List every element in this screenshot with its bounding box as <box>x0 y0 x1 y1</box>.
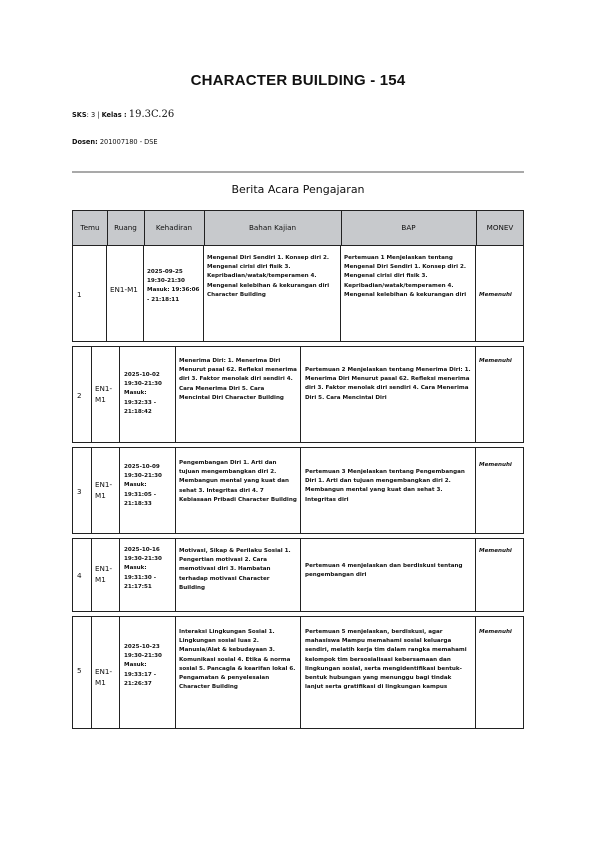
row-2-bahan: Menerima Diri: 1. Menerima Diri Menurut pasal 62. Refleksi menerima diri 3. Faktor menolak diri sendiri 4. Cara Menerima Diri 5. Cara Mencintai Diri Character Building <box>179 358 297 401</box>
row-1-monev: Memenuhi <box>479 292 512 298</box>
row-2-ruang: EN1-M1 <box>95 384 113 404</box>
row-3-temu: 3 <box>77 487 82 496</box>
header-bap: BAP <box>401 223 416 232</box>
row-3-kehadiran: 2025-10-09 19:30-21:30 Masuk: 19:31:05 - 21:18:33 <box>124 464 162 507</box>
row-2-bap: Pertemuan 2 Menjelaskan tentang Menerima Diri: 1. Menerima Diri Menurut pasal 62. Refleksi menerima diri 3. Faktor menolak diri sendiri 4. Cara Menerima Diri 5. Cara Mencintai Diri <box>305 367 471 401</box>
sks-label: SKS <box>72 111 87 119</box>
dosen-value: 201007180 - DSE <box>99 138 158 146</box>
row-1-temu: 1 <box>77 290 82 299</box>
row-1-kehadiran: 2025-09-25 19:30-21:30 Masuk: 19:36:06 - 21:18:11 <box>147 269 200 303</box>
row-1-bap: Pertemuan 1 Menjelaskan tentang Mengenal Diri Sendiri 1. Konsep diri 2. Mengenal cirisi diri fisik 3. Kepribadian/watak/temperamen 4. Mengenal kelebihan & kekurangan diri <box>344 255 467 298</box>
row-4-ruang: EN1-M1 <box>95 564 113 584</box>
row-4-temu: 4 <box>77 571 82 580</box>
table-header <box>72 210 524 246</box>
header-monev: MONEV <box>486 223 514 232</box>
row-5-kehadiran: 2025-10-23 19:30-21:30 Masuk: 19:33:17 - 21:26:37 <box>124 644 162 687</box>
row-4-bap: Pertemuan 4 menjelaskan dan berdiskusi tentang pengembangan diri <box>305 563 463 579</box>
row-1-ruang: EN1-M1 <box>110 285 138 294</box>
row-4-monev: Memenuhi <box>479 548 512 554</box>
row-5-monev: Memenuhi <box>479 629 512 635</box>
row-3-monev: Memenuhi <box>479 462 512 468</box>
row-3-bahan: Pengembangan Diri 1. Arti dan tujuan mengembangkan diri 2. Membangun mental yang kuat dan sehat 3. Integritas diri 4. 7 Kebiasaan Pribadi Character Building <box>179 460 297 503</box>
row-2-temu: 2 <box>77 391 82 400</box>
row-4-kehadiran: 2025-10-16 19:30-21:30 Masuk: 19:31:30 - 21:17:51 <box>124 547 162 590</box>
kelas-label: Kelas : <box>101 111 127 119</box>
header-kehadiran: Kehadiran <box>155 223 193 232</box>
row-3-ruang: EN1-M1 <box>95 480 113 500</box>
row-5-temu: 5 <box>77 666 82 675</box>
sks-value: 3 <box>90 111 96 119</box>
row-5-ruang: EN1-M1 <box>95 667 113 687</box>
dosen-line <box>72 138 158 146</box>
kelas-value: 19.3C.26 <box>128 109 175 120</box>
section-divider <box>72 171 524 173</box>
header-temu: Temu <box>80 223 100 232</box>
header-bahan-kajian: Bahan Kajian <box>248 223 297 232</box>
row-5-bahan: Interaksi Lingkungan Sosial 1. Lingkungan sosial luas 2. Manusia/Alat & kebudayaan 3. Komunikasi sosial 4. Etika & norma sosial 5. Pancagla & kearifan lokal 6. Pengamatan & penyelesaian Character Building <box>179 629 296 691</box>
row-5-bap: Pertemuan 5 menjelaskan, berdiskusi, agar mahasiswa Mampu memahami sosial keluarga sendiri, melatih kerja tim dalam rangka memahami kelompok tim bersosialisasi kebersamaan dan lingkungan sosial, serta mengidentifikasi bentuk-bentuk hubungan yang menunggu bagi tindak lanjut serta gratifikasi di lingkungan kampus <box>305 629 467 691</box>
document-title: CHARACTER BUILDING - 154 <box>190 72 406 89</box>
row-4-bahan: Motivasi, Sikap & Perilaku Sosial 1. Pengertian motivasi 2. Cara memotivasi diri 3. Hambatan terhadap motivasi Character Building <box>179 548 291 591</box>
row-2-kehadiran: 2025-10-02 19:30-21:30 Masuk: 19:32:33 - 21:18:42 <box>124 372 162 415</box>
row-1-bahan: Mengenal Diri Sendiri 1. Konsep diri 2. Mengenal cirisi diri fisik 3. Kepribadian/watak/temperamen 4. Mengenal kelebihan & kekurangan diri Character Building <box>207 255 330 298</box>
section-title: Berita Acara Pengajaran <box>231 183 365 196</box>
row-3-bap: Pertemuan 3 Menjelaskan tentang Pengembangan Diri 1. Arti dan tujuan mengembangkan diri 2. Membangun mental yang kuat dan sehat 3. Integritas diri <box>305 469 465 503</box>
dosen-label: Dosen: <box>72 138 98 146</box>
header-ruang: Ruang <box>114 223 137 232</box>
course-info-line: SKS: 3 | Kelas : 19.3C.26 <box>72 109 175 120</box>
row-2-monev: Memenuhi <box>479 358 512 364</box>
